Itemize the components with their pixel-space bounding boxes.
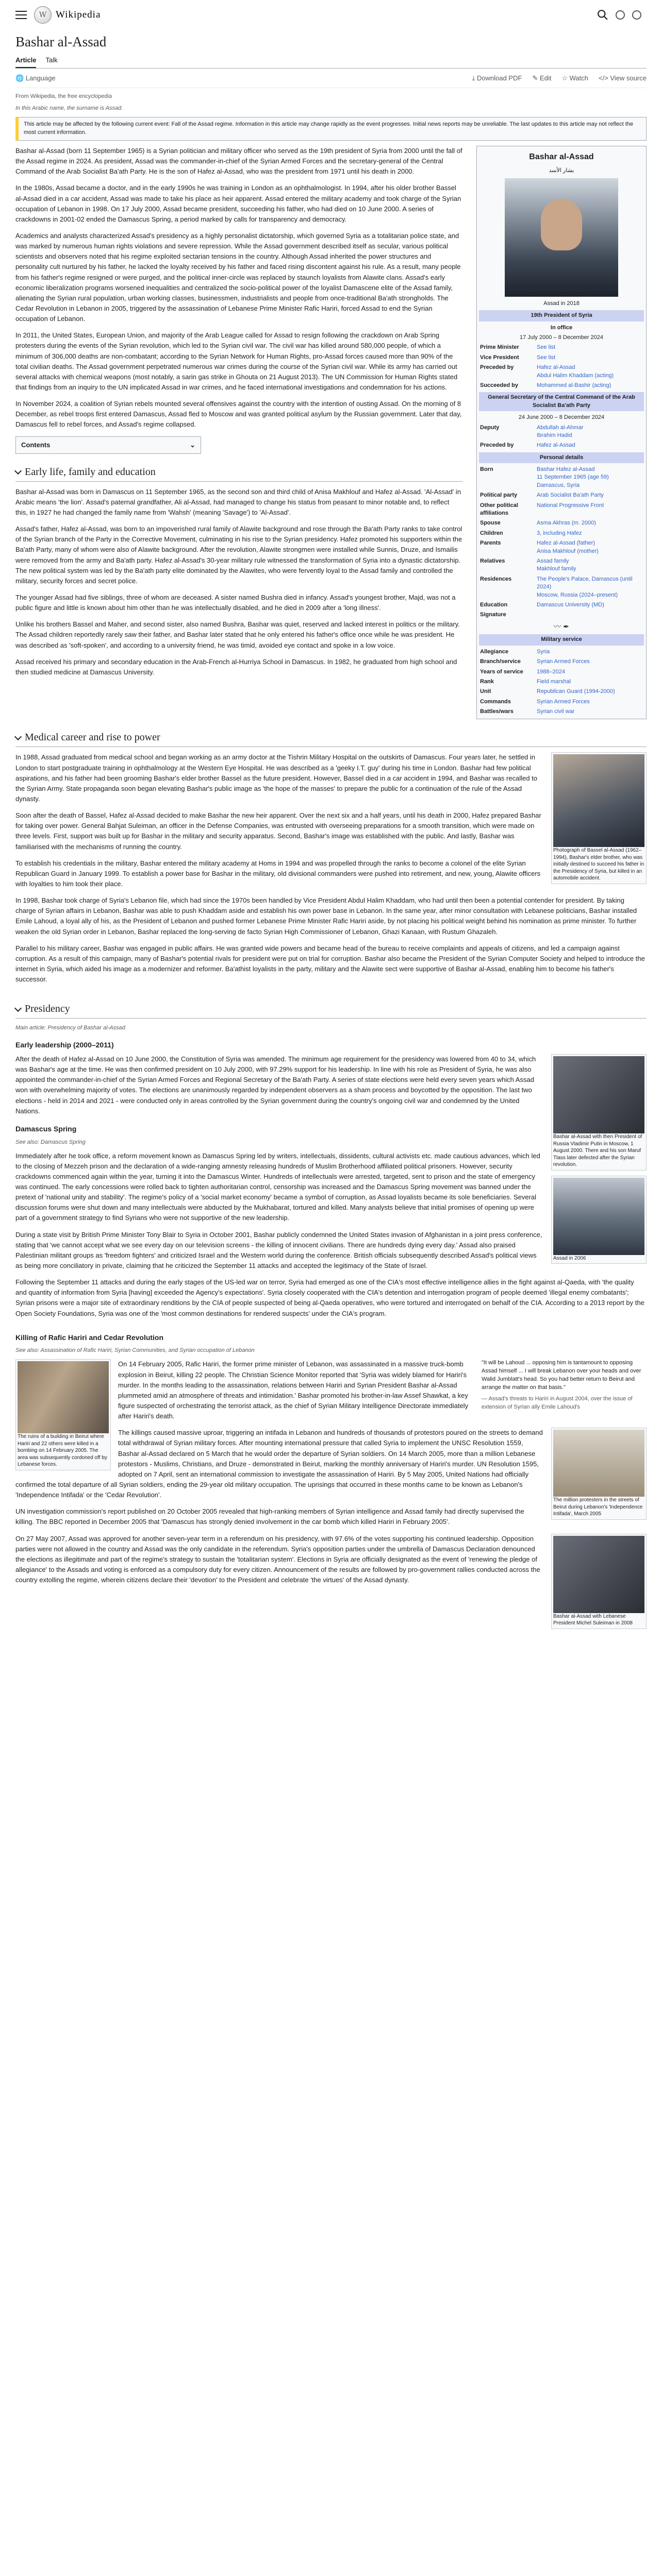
infobox-row-label: Branch/service (480, 658, 521, 665)
infobox-row-value[interactable]: Hafez al-Assad Abdul Halim Khaddam (acting) (537, 364, 614, 379)
chevron-down-icon[interactable] (14, 733, 22, 740)
infobox-row (479, 501, 644, 519)
infobox-row (479, 353, 644, 363)
wordmark: Wikipedia (56, 9, 101, 21)
infobox-caption: Assad in 2018 (543, 300, 580, 307)
infobox-row-label: Other political affiliations (480, 502, 518, 517)
section-paragraph: UN investigation commission's report published on 20 October 2005 revealed that high-ranking members of Syrian intelligence and Assad family had directly supervised the killing. The BBC reported in December 2005 that 'Damascus has strongly denied involvement in the car bomb which killed Hariri in February 2005'. (15, 1507, 524, 1526)
hatnote-name: In this Arabic name, the surname is Assad. (15, 105, 123, 112)
infobox-row (479, 556, 644, 574)
infobox-row-value[interactable]: Assad family Makhlouf family (537, 558, 576, 572)
infobox-row-label: Preceded by (480, 364, 514, 371)
lead-paragraph: In November 2024, a coalition of Syrian rebels mounted several offensives against the country with the intention of ousting Assad. On the morning of 8 December, as rebel troops first entered Damascus, Assad fled to Moscow and was granted political asylum by the Russian government. Later that day, Damascus fell to rebel forces, and Assad's regime collapsed. (15, 400, 462, 429)
hariri-quote (476, 1359, 647, 1412)
table-of-contents[interactable] (15, 436, 201, 454)
lead-paragraph: Bashar al-Assad (born 11 September 1965) is a Syrian politician and military officer who served as the 19th president of Syria from 2000 until the fall of the Assad regime in 2024. As president, Assad was the commander-in-chief of the Syrian Armed Forces and the secretary-general of the Central Command of the Arab Socialist Ba'ath Party. He is the son of Hafez al-Assad, who was the president from 1971 until his death in 2000. (15, 147, 462, 176)
chevron-down-icon[interactable] (14, 467, 22, 474)
section-paragraph: During a state visit by British Prime Minister Tony Blair to Syria in October 2001, Bashar publicly condemned the United States invasion of Afghanistan in a joint press conference, stating that 'we cannot accept what we see every day on our television screens - the killing of innocent civilians. There are hundreds dying every day.' Assad also praised Palestinian militant groups as 'freedom fighters' and criticized Israel and the Western world during the conference. British officials subsequently described Assad's political views as being more conciliatory in private, claiming that he criticized the September 11 attacks and accepted the legitimacy of the State of Israel. (15, 1230, 542, 1269)
watch-label: Watch (569, 74, 588, 82)
tab-talk[interactable]: Talk (45, 56, 58, 64)
infobox-term: 17 July 2000 – 8 December 2024 (519, 334, 604, 341)
infobox-row-value[interactable]: Syrian Armed Forces (537, 658, 590, 665)
section-paragraph: After the death of Hafez al-Assad on 10 June 2000, the Constitution of Syria was amended. The minimum age requirement for the presidency was lowered from 40 to 34, which was Bashar's age at the time. He was then confirmed president on 10 July 2000, with 97.29% support for his leadership. In line with his role as President of Syria, he was also appointed the commander-in-chief of the Syrian Armed Forces and Regional Secretary of the Ba'ath Party. A series of state elections were held every seven years which Assad won with overwhelming majority of votes. The elections are unanimously regarded by independent observers as a sham process and boycotted by the opposition. The last two elections - held in 2014 and 2021 - were conducted only in areas controlled by the Syrian government during the country's ongoing civil war and condemned by the United Nations. (15, 1055, 536, 1115)
subsection-early-leadership: Early leadership (2000–2011) (15, 1041, 114, 1049)
section-paragraph: The younger Assad had five siblings, three of whom are deceased. A sister named Bushra died in infancy. Assad's youngest brother, Majd, was not a public figure and little is known about him other than he was intellectually disabled, and he died in 2009 after a 'long illness'. (15, 593, 456, 612)
section-paragraph: Soon after the death of Bassel, Hafez al-Assad decided to make Bashar the new heir apparent. Over the next six and a half years, until his death in 2000, Hafez prepared Bashar for taking over power. General Bahjat Suleiman, an officer in the Defense Companies, was entrusted with overseeing preparations for a smooth transition, which were made on three levels. First, support was built up for Bashar in the military and security apparatus. Second, Bashar's image was established with the public. And lastly, Bashar was familiarised with the mechanisms of running the country. (15, 811, 541, 851)
toc-label: Contents (21, 440, 51, 449)
infobox-row (479, 381, 644, 391)
infobox-military-header: Military service (479, 634, 644, 645)
figure-bassel[interactable] (551, 752, 647, 884)
infobox-native-name: بشار الأسد (549, 167, 574, 174)
infobox-row-value[interactable]: The People's Palace, Damascus (until 2024) Moscow, Russia (2024–present) (537, 575, 633, 598)
infobox-row-value[interactable]: Hafez al-Assad (father) Anisa Makhlouf (mother) (537, 540, 599, 554)
infobox-row-value[interactable]: See list (537, 354, 556, 361)
see-also-note[interactable]: See also: Assassination of Rafic Hariri, Syrian Communities, and Syrian occupation of Lebanon (15, 1347, 255, 1354)
infobox-row-value[interactable]: 1988–2024 (537, 668, 566, 675)
infobox-row-value[interactable]: Syrian Armed Forces (537, 698, 590, 705)
chevron-down-icon: ⌄ (190, 440, 195, 449)
section-paragraph: Immediately after he took office, a reform movement known as Damascus Spring led by writers, intellectuals, dissidents, cultural activists etc. made cautious advances, which led to the closing of Mezzeh prison and the declaration of a wide-ranging amnesty releasing hundreds of Muslim Brotherhood affiliated political prisoners. However, security crackdowns commenced again within the year, turning it into the Damascus Winter. Hundreds of intellectuals were arrested, targeted, sent to prison and the state of emergency was continued. The early concessions were rolled back to tighten authoritarian control, censorship was increased and the Damascus Spring movement was banned under the pretext of 'national unity and stability'. The regime's policy of a 'social market economy' became a symbol of corruption, as Assad loyalists became its sole beneficiaries. Several discussion forums were shut down and many intellectuals were abducted by the Mukhabarat, tortured and killed. Many analysts believe that initial promises of opening up were part of a government strategy to find Syrians who were not supportive of the new leadership. (15, 1151, 540, 1222)
figure-caption: Assad in 2006 (553, 1255, 586, 1261)
infobox-row (479, 529, 644, 538)
infobox-row-label: Deputy (480, 424, 500, 431)
infobox-row-label: Vice President (480, 354, 519, 361)
lead-paragraph: In the 1980s, Assad became a doctor, and in the early 1990s he was training in London as an ophthalmologist. In 1994, after his older brother Bassel al-Assad died in a car accident, Assad was made to take his place as heir apparent. Assad entered the military academy and took charge of the Syrian occupation of Lebanon in 1998. On 17 July 2000, Assad became president, succeeding his father, who had died on 10 June 2000. A series of crackdowns in 2001-02 ended the Damascus Spring, a period marked by calls for transparency and democracy. (15, 184, 461, 223)
infobox-row-label: Parents (480, 540, 501, 547)
infobox-row-label: Prime Minister (480, 344, 519, 351)
infobox-row-value[interactable]: Damascus University (MD) (537, 601, 604, 608)
infobox-row (479, 677, 644, 687)
lead-paragraph: Academics and analysts characterized Assad's presidency as a highly personalist dictatorship, which governed Syria as a totalitarian police state, and was marked by numerous human rights violations and severe repression. While the Assad government described itself as secular, various political scientists and observers noted that his regime exploited sectarian tensions in the country. Although Assad inherited the power structures and personality cult nurtured by his father, he lacked the loyalty received by his father and faced rising discontent against his rule. As a result, many people from his father's regime resigned or were purged, and the political inner-circle was replaced by staunch loyalists from Alawite clans. Assad's early economic liberalization programs worsened inequalities and centralized the socio-political power of the loyalist Damascene elite of the Assad family, alienating the Syrian rural population, urban working classes, businessmen, industrialists and people from once-traditional Ba'ath strongholds. The Cedar Revolution in Lebanon in 2005, triggered by the assassination of Lebanese Prime Minister Rafic Hariri, forced Assad to end the Syrian occupation of Lebanon. (15, 232, 461, 323)
infobox-row-value[interactable] (537, 611, 643, 619)
section-paragraph: Bashar al-Assad was born in Damascus on 11 September 1965, as the second son and third child of Anisa Makhlouf and Hafez al-Assad. 'Al-Assad' in Arabic means 'the lion'. Assad's paternal grandfather, Ali al-Assad, had managed to change his status from peasant to minor notable and, to reflect this, in 1927 he had changed the family name from 'Wahsh' (meaning 'Savage') to 'Al-Assad'. (15, 487, 461, 516)
infobox-row (479, 343, 644, 352)
figure-beirut-ruins[interactable] (15, 1359, 111, 1470)
figure-caption: Bashar al-Assad with then President of Russia Vladimir Putin in Moscow, 1 August 2000. There and his son Maruf Tlass later defected after the Syrian revolution. (553, 1134, 642, 1167)
infobox-row-label: Rank (480, 678, 494, 685)
menu-icon[interactable] (15, 11, 27, 19)
section-paragraph: Parallel to his military career, Bashar was engaged in public affairs. He was granted wide powers and became head of the bureau to receive complaints and appeals of citizens, and led a campaign against corruption. As a result of this campaign, many of Bashar's potential rivals for president were put on trial for corruption. Bashar also became the President of the Syrian Computer Society and helped to introduce the internet in Syria, which aided his image as a modernizer and reformer. Ba'athist loyalists in the party, military and the Alawite sect were supportive of Bashar al-Assad, enabling him to become his father's successor. (15, 944, 645, 984)
infobox-in-office: In office (550, 324, 573, 331)
suleiman-photo (553, 1536, 644, 1613)
see-also-note[interactable]: See also: Damascus Spring (15, 1139, 86, 1145)
infobox-row-value[interactable]: Republican Guard (1994-2000) (537, 688, 615, 695)
infobox-row-label: Allegiance (480, 648, 509, 655)
infobox-row (479, 440, 644, 450)
infobox-row-value[interactable]: See list (537, 344, 556, 351)
page-title: Bashar al-Assad (15, 34, 107, 49)
infobox-row (479, 465, 644, 490)
infobox-row-label: Born (480, 466, 493, 473)
infobox-personal-header: Personal details (479, 452, 644, 463)
assad-2006-photo (553, 1178, 644, 1255)
quote-attribution: — Assad's threats to Hariri in August 2004, over the issue of extension of Syrian ally Emile Lahoud's (482, 1396, 633, 1411)
infobox (476, 146, 647, 719)
infobox-row (479, 707, 644, 717)
infobox-row (479, 697, 644, 707)
section-heading-early-life: Early life, family and education (15, 464, 463, 482)
subsection-damascus-spring: Damascus Spring (15, 1124, 77, 1133)
infobox-name: Bashar al-Assad (529, 152, 594, 162)
from-wiki: From Wikipedia, the free encyclopedia (15, 93, 112, 100)
more-icon[interactable] (632, 10, 641, 20)
section-heading-presidency: Presidency (15, 1001, 647, 1019)
infobox-row-value[interactable]: Hafez al-Assad (537, 442, 575, 449)
portrait-image[interactable] (505, 178, 618, 297)
infobox-term-2: 24 June 2000 – 8 December 2024 (518, 414, 605, 421)
infobox-row-value[interactable]: Field marshal (537, 678, 571, 685)
view-source-button[interactable]: </> View source (599, 74, 647, 82)
infobox-office[interactable]: 19th President of Syria (479, 310, 644, 321)
protesters-photo (553, 1430, 644, 1497)
figure-suleiman[interactable] (551, 1534, 647, 1629)
infobox-row-label: Commands (480, 698, 511, 705)
section-paragraph: Assad received his primary and secondary education in the Arab-French al-Hurriya School in Damascus. In 1982, he graduated from high school and then studied medicine at Damascus University. (15, 657, 457, 676)
infobox-row (479, 667, 644, 677)
infobox-row-value[interactable]: Abdullah al-Ahmar Ibrahim Hadid (537, 424, 584, 438)
infobox-row (479, 518, 644, 528)
infobox-row-value[interactable]: Mohammed al-Bashir (acting) (537, 382, 611, 388)
top-bar (0, 0, 662, 30)
wikipedia-logo[interactable] (34, 6, 101, 24)
subsection-hariri: Killing of Rafic Hariri and Cedar Revolution (15, 1333, 164, 1342)
current-event-notice (15, 117, 647, 141)
infobox-row-value[interactable]: 3, including Hafez (537, 530, 582, 536)
infobox-row-label: Signature (480, 612, 506, 618)
infobox-row (479, 647, 644, 657)
infobox-row-label: Spouse (480, 520, 501, 527)
infobox-row (479, 657, 644, 667)
edit-button[interactable]: ✎ Edit (532, 74, 552, 82)
download-button[interactable]: ⤓ Download PDF (472, 74, 522, 82)
infobox-row (479, 574, 644, 600)
figure-putin[interactable] (551, 1054, 647, 1171)
tab-article[interactable]: Article (15, 55, 36, 68)
infobox-row-label: Succeeded by (480, 382, 518, 388)
section-paragraph: In 1998, Bashar took charge of Syria's Lebanon file, which had since the 1970s been handled by Vice President Abdul Halim Khaddam, who had until then been a potential contender for president. By taking charge of Syrian affairs in Lebanon, Bashar was able to push Khaddam aside and establish his own power base in Lebanon. In the same year, after minor consultation with Lebanese politicians, Bashar installed Emile Lahoud, a loyal ally of his, as the President of Lebanon and pushed former Lebanese Prime Minister Rafic Hariri aside, by not placing his political weight behind his nomination as prime minister. To further weaken the old Syrian order in Lebanon, Bashar replaced the long-serving de facto Syrian High Commissioner of Lebanon, Ghazi Kanaan, with Rustum Ghazaleh. (15, 896, 637, 936)
figure-caption: Bashar al-Assad with Lebanese President Michel Suleiman in 2008 (553, 1613, 633, 1626)
putin-photo (553, 1056, 644, 1133)
infobox-row (479, 490, 644, 500)
watch-button[interactable]: ☆ Watch (561, 74, 588, 82)
language-button[interactable]: 🌐 Language (15, 74, 56, 82)
section-heading-medical: Medical career and rise to power (15, 730, 647, 747)
infobox-row-label: Years of service (480, 668, 523, 675)
infobox-row-label: Preceded by (480, 442, 514, 449)
section-paragraph: Following the September 11 attacks and during the early stages of the US-led war on terror, Syria had emerged as one of the CIA's most effective intelligence allies in the fight against al-Qaeda, with 'the quality and quantity of information from Syria [having] exceeded the Agency's expectations'. Syria closely cooperated with the CIA's detention and interrogation program of people deemed 'illegal enemy combatants'; Syrian prisons were a major site of extraordinary renditions by the CIA of people suspected of being al-Qaeda operatives, who were tortured and interrogated on behalf of the CIA. According to a 2013 report by the Open Society Foundations, Syria was one of the 'most common destinations for rendered suspects' under the CIA's program. (15, 1278, 644, 1317)
main-article-note[interactable]: Main article: Presidency of Bashar al-Assad (15, 1025, 125, 1031)
infobox-row-label: Battles/wars (480, 708, 514, 715)
section-paragraph: On 27 May 2007, Assad was approved for another seven-year term in a referendum on his presidency, with 97.6% of the votes supporting his continued leadership. Opposition parties were not allowed in the country and Assad was the only candidate in the referendum. Syria's opposition parties under the umbrella of Damascus Declaration denounced the elections as illegitimate and part of the regime's strategy to sustain the 'totalitarian system'. Elections in Syria are officially designated as the event of 'renewing the pledge of allegiance' to the Assads and voting is enforced as a compulsory duty for every citizen. Announcement of the results are followed by pro-government rallies conducted across the country extolling the regime, wherein citizens declare their 'devotion' to the President and celebrate 'the virtues' of the Assad dynasty. (15, 1534, 540, 1584)
globe-icon: W (34, 6, 52, 24)
infobox-row-value[interactable]: Asma Akhras (m. 2000) (537, 520, 596, 527)
lead-paragraph: In 2011, the United States, European Union, and majority of the Arab League called for Assad to resign following the crackdown on Arab Spring protesters during the events of the Syrian revolution, which led to the Syrian civil war. The civil war has killed around 580,000 people, of which a minimum of 306,000 deaths are non-combatant; according to the Syrian Network for Human Rights, pro-Assad forces caused more than 90% of the total civilian deaths. The Assad government perpetrated numerous war crimes during the course of the Syrian civil war. While its army has carried out several attacks with chemical weapons (most notably, a sarin gas strike in Ghouta on 21 August 2013). The UN Commission for Human Rights stated that findings from an inquiry to the UN implicated Assad in war crimes, and he faced international investigations and condemnation for his actions. (15, 331, 458, 392)
infobox-office-2[interactable]: General Secretary of the Central Command of the Arab Socialist Ba'ath Party (479, 392, 644, 411)
quote-text: "It will be Lahoud ... opposing him is tantamount to opposing Assad himself ... I will break Lebanon over your heads and over Walid Jumblatt's head. So you had better return to Beirut and arrange the matter on that basis." (482, 1360, 641, 1391)
infobox-row (479, 600, 644, 610)
figure-caption: Photograph of Bassel al-Assad (1962–1994), Bashar's elder brother, who was initially destined to succeed his father in the Presidency of Syria, but killed in an automobile accident. (553, 848, 644, 882)
search-icon[interactable] (597, 9, 608, 21)
download-label: Download PDF (477, 74, 522, 82)
infobox-row-label: Unit (480, 688, 491, 695)
infobox-row (479, 423, 644, 441)
infobox-row-value[interactable]: Arab Socialist Ba'ath Party (537, 492, 604, 499)
figure-protesters[interactable] (551, 1428, 647, 1520)
signature-image: 〰︎ ✒ (553, 622, 570, 631)
infobox-row-value[interactable]: Syria (537, 648, 550, 655)
infobox-row (479, 610, 644, 620)
infobox-row-label: Relatives (480, 558, 505, 564)
view-source-label: View source (610, 74, 647, 82)
user-icon[interactable] (616, 10, 625, 20)
bassel-photo (553, 754, 644, 847)
infobox-row (479, 363, 644, 381)
figure-caption: The ruins of a building in Beirut where Hariri and 22 others were killed in a bombing on 14 February 2005. The area was subsequently cordoned off by Lebanese forces. (18, 1434, 107, 1468)
infobox-row-value[interactable]: Bashar Hafez al-Assad 11 September 1965 (age 59) Damascus, Syria (537, 466, 609, 488)
figure-caption: The million protesters in the streets of Beirut during Lebanon's 'Independence Intifada', March 2005 (553, 1497, 643, 1517)
chevron-down-icon[interactable] (14, 1005, 22, 1012)
section-paragraph: On 14 February 2005, Rafic Hariri, the former prime minister of Lebanon, was assassinated in a massive truck-bomb explosion in Beirut, killing 22 people. The Christian Science Monitor reported that 'Syria was widely blamed for Hariri's murder. In the months leading to the assassination, relations between Hariri and Syrian President Bashar al-Assad plummeted amid an atmosphere of threats and intimidation.' Bashar promoted his brother-in-law Assef Shawkat, a key figure suspected of orchestrating the terrorist attack, as the chief of Syrian Military Intelligence Directorate immediately after Hariri's death. (118, 1360, 469, 1420)
infobox-row-label: Education (480, 601, 508, 608)
infobox-row-label: Political party (480, 492, 518, 499)
beirut-ruins-photo (18, 1361, 109, 1433)
infobox-row-label: Residences (480, 575, 512, 582)
section-paragraph: To establish his credentials in the military, Bashar entered the military academy at Homs in 1994 and was propelled through the ranks to become a colonel of the elite Syrian Republican Guard in January 1999. To establish a power base for Bashar in the military, old divisional commanders were pushed into retirement, and new, young, Alawite officers with loyalties to him took their place. (15, 859, 541, 888)
infobox-row (479, 538, 644, 556)
infobox-row-label: Children (480, 530, 503, 536)
figure-assad-2006[interactable] (551, 1176, 647, 1264)
infobox-row (479, 687, 644, 697)
section-paragraph: In 1988, Assad graduated from medical school and began working as an army doctor at the Tishrin Military Hospital on the outskirts of Damascus. Four years later, he settled in London to start postgraduate training in ophthalmology at the Western Eye Hospital. He was described as a 'geeky I.T. guy' during his time in London. Bashar had few political aspirations, and his father had been grooming Bashar's elder brother Bassel as the future president. However, Bassel died in a car accident in 1994, and Bashar was recalled to the Syrian Army. State propaganda soon began elevating Bashar's public image as 'the hope of the masses' to prepare the public for a continuation of the rule of the Assad dynasty. (15, 753, 538, 803)
infobox-row-value[interactable]: Syrian civil war (537, 708, 575, 715)
notice-text: This article may be affected by the following current event: Fall of the Assad regime. Information in this article may change rapidly as the event progresses. Initial news reports may be unreliable. The last updates to this article may not reflect the most current information. (24, 121, 634, 136)
language-label: Language (25, 74, 56, 82)
section-paragraph: The killings caused massive uproar, triggering an intifada in Lebanon and hundreds of thousands of protestors poured on the streets to demand total withdrawal of Syrian military forces. After mounting international pressure that called Syria to implement the UNSC Resolution 1559, Bashar al-Assad declared on 5 March that he would order the departure of Syrian soldiers. On 14 March 2005, more than a million Lebanese protestors - Muslims, Christians, and Druze - demonstrated in Beirut, marking the monthly anniversary of Hariri's murder. UN Resolution 1595, adopted on 7 April, sent an international commission to investigate the assassination of Hariri. By 5 May 2005, United Nations had officially confirmed the total departure of all Syrian soldiers, ending the 29-year old military occupation. The uprisings that occurred in these months came to be known as Lebanon's 'Independence Intifada' or the 'Cedar Revolution'. (15, 1429, 543, 1499)
infobox-row-value[interactable]: National Progressive Front (537, 502, 604, 509)
section-paragraph: Assad's father, Hafez al-Assad, was born to an impoverished rural family of Alawite background and rose through the Ba'ath Party ranks to take control of the Syrian branch of the Party in the Corrective Movement, culminating in his rise to the Syrian presidency. Hafez promoted his supporters within the Ba'ath Party, many of whom were also of Alawite background. After the revolution, Alawite strongmen were installed while Sunnis, Druze, and Ismailis were removed from the army and Ba'ath party. Hafez al-Assad's 30-year military rule witnessed the transformation of Syria into a dynastic dictatorship. The new political system was led by the Ba'ath party elite dominated by the Alawites, who were fervently loyal to the Assad family and controlled the military, security forces and secret police. (15, 525, 462, 585)
section-paragraph: Unlike his brothers Bassel and Maher, and second sister, also named Bushra, Bashar was quiet, reserved and lacked interest in politics or the military. The Assad children reportedly rarely saw their father, and Bashar later stated that he only entered his father's office once while he was president. He was described as 'soft-spoken', and according to a university friend, he was timid, avoided eye contact and spoke in a low voice. (15, 620, 460, 649)
edit-label: Edit (539, 74, 552, 82)
